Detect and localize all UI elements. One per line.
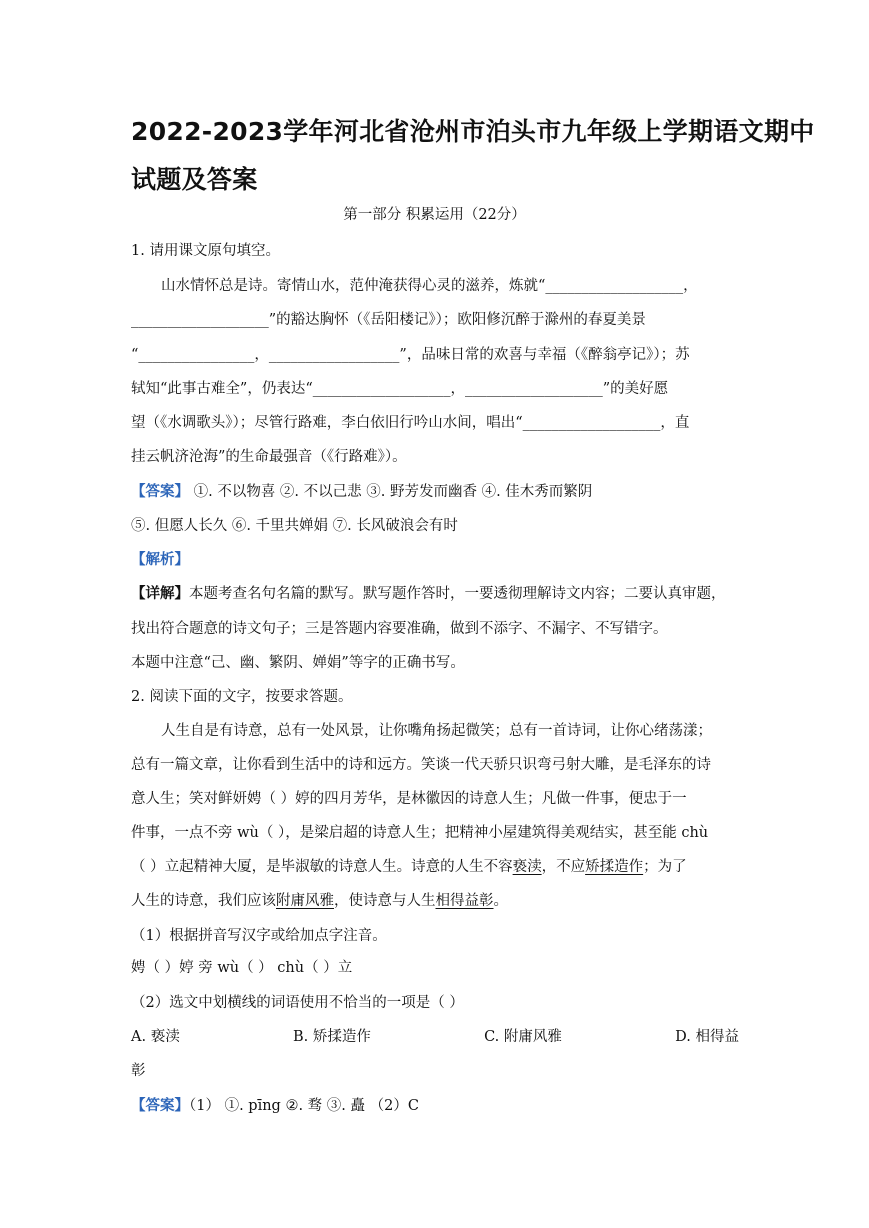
answer-text: ①. 不以物喜 ②. 不以己悲 ③. 野芳发而幽香 ④. 佳木秀而繁阴 <box>189 484 593 500</box>
passage-text: ，不应 <box>541 859 586 875</box>
analysis-label: 【解析】 <box>131 551 189 568</box>
question-1-paragraph-line: “________________，__________________”，品味日常的欢喜与幸福（《醉翁亭记》）；苏 <box>131 347 690 363</box>
question-2-passage-line <box>131 857 739 877</box>
question-1-answer-line2: ⑤. 但愿人长久 ⑥. 千里共婵娟 ⑦. 长风破浪会有时 <box>131 518 458 534</box>
option-b: B. 矫揉造作 <box>292 1029 371 1045</box>
question-1-answer <box>131 482 739 502</box>
answer-label: 【答案】 <box>131 1097 189 1114</box>
underlined-term: 附庸风雅 <box>276 893 334 909</box>
underlined-term: 相得益彰 <box>435 893 494 909</box>
document-title-line2: 试题及答案 <box>131 165 258 194</box>
underlined-term: 亵渎 <box>512 859 542 875</box>
question-2-passage-line: 人生自是有诗意，总有一处风景，让你嘴角扬起微笑；总有一首诗词，让你心绪荡漾； <box>161 723 712 739</box>
detail-text: 本题考查名句名篇的默写。默写题作答时，一要透彻理解诗文内容；二要认真审题， <box>189 586 726 602</box>
passage-text: ；为了 <box>643 859 687 875</box>
underlined-term: 矫揉造作 <box>585 859 644 875</box>
question-1-paragraph-line: 轼知“此事古难全”，仍表达“___________________，___________________”的美好愿 <box>131 381 669 397</box>
passage-text: 。 <box>493 893 508 909</box>
option-a: A. 亵渎 <box>131 1029 180 1045</box>
sub-question-1-fill: 娉（ ）婷 旁 wù（ ） chù（ ）立 <box>131 960 353 976</box>
section-heading: 第一部分 积累运用（22分） <box>343 207 526 223</box>
question-1-note: 本题中注意“己、幽、繁阴、婵娟”等字的正确书写。 <box>131 655 465 671</box>
option-d: D. 相得益 <box>675 1029 739 1045</box>
passage-text: 人生的诗意，我们应该 <box>131 893 276 909</box>
detail-label: 【详解】 <box>131 585 189 602</box>
passage-text: （ ）立起精神大厦，是毕淑敏的诗意人生。诗意的人生不容 <box>131 859 513 875</box>
question-1-detail <box>131 584 739 604</box>
question-2-passage-line: 意人生；笑对鲜妍娉（ ）婷的四月芳华，是林徽因的诗意人生；凡做一件事，便忠于一 <box>131 791 687 807</box>
question-1-paragraph-line: 望（《水调歌头》）；尽管行路难，李白依旧行吟山水间，唱出“___________________，直 <box>131 415 690 431</box>
question-2-prompt: 2. 阅读下面的文字，按要求答题。 <box>131 689 353 705</box>
question-1-paragraph-line: ___________________”的豁达胸怀（《岳阳楼记》）；欧阳修沉醉于滁州的春夏美景 <box>131 312 646 328</box>
sub-question-1: （1）根据拼音写汉字或给加点字注音。 <box>131 928 387 944</box>
options-row <box>131 1027 739 1047</box>
passage-text: ，使诗意与人生 <box>334 893 436 909</box>
option-c: C. 附庸风雅 <box>484 1029 562 1045</box>
question-1-paragraph-line: 挂云帆济沧海”的生命最强音（《行路难》）。 <box>131 449 407 465</box>
question-1-detail-line2: 找出符合题意的诗文句子；三是答题内容要准确，做到不添字、不漏字、不写错字。 <box>131 621 668 637</box>
question-2-answer <box>131 1096 739 1116</box>
question-2-passage-line: 总有一篇文章，让你看到生活中的诗和远方。笑谈一代天骄只识弯弓射大雕，是毛泽东的诗 <box>131 757 711 773</box>
question-2-passage-line <box>131 891 739 911</box>
question-2-passage-line: 件事，一点不旁 wù（ ），是梁启超的诗意人生；把精神小屋建筑得美观结实，甚至能 chù <box>131 825 709 841</box>
question-1-paragraph-line: 山水情怀总是诗。寄情山水，范仲淹获得心灵的滋养，炼就“___________________， <box>161 278 698 294</box>
question-1-prompt: 1. 请用课文原句填空。 <box>131 243 280 259</box>
answer-text: （1） ①. pīng ②. 骛 ③. 矗 （2）C <box>189 1098 419 1114</box>
option-d-wrap: 彰 <box>131 1063 146 1079</box>
document-title-line1: 2022-2023学年河北省沧州市泊头市九年级上学期语文期中 <box>131 117 815 146</box>
answer-label: 【答案】 <box>131 483 189 500</box>
sub-question-2: （2）选文中划横线的词语使用不恰当的一项是（ ） <box>131 995 464 1011</box>
